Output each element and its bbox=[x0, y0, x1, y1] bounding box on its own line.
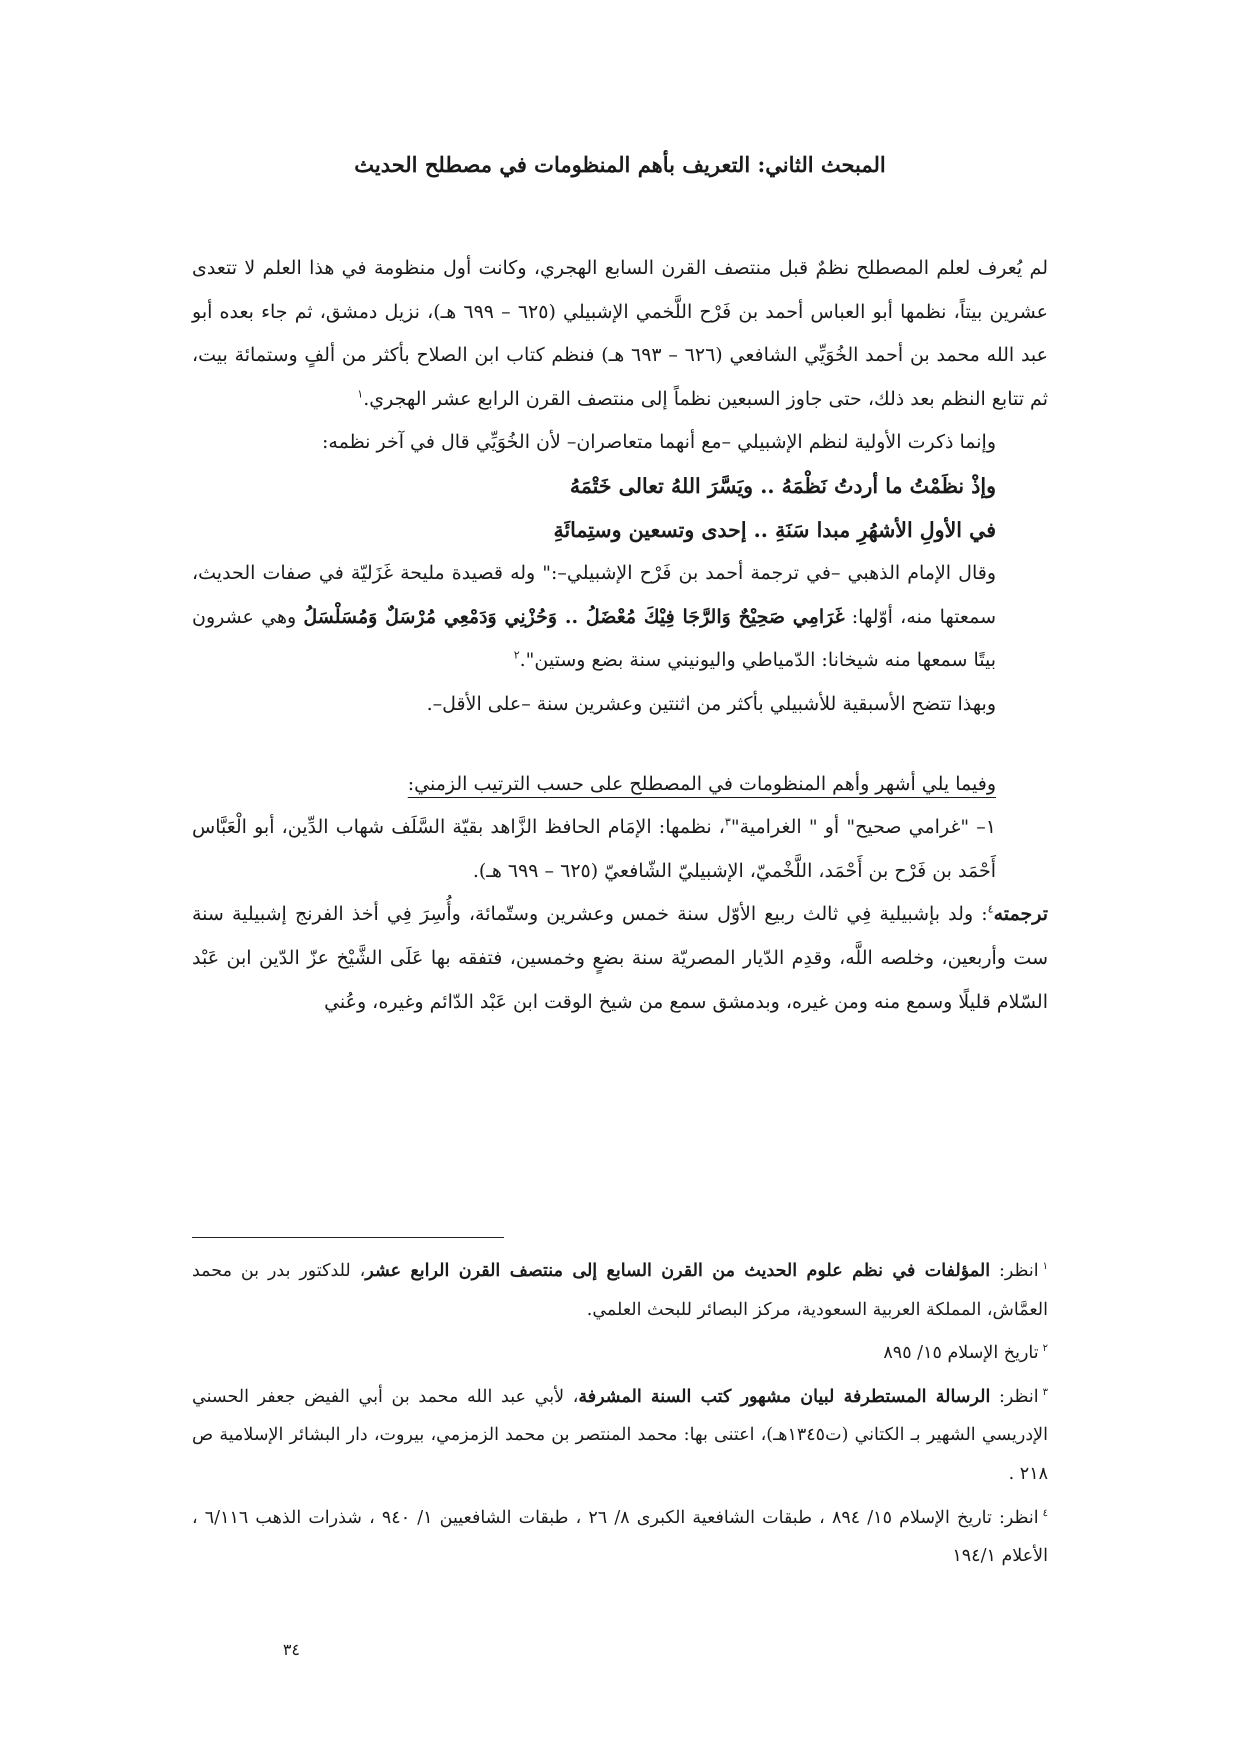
bio-text: : ولد بإشبيلية فِي ثالث ربيع الأوّل سنة خمس وعشرين وستّمائة، وأُسِرَ فِي أخذ الفرنج إشبيلية سنة ست وأربعين، وخلصه اللَّه، وقدِم الدّيار المصريّة سنة بضعٍ وخمسين، فتفقه بها عَلَى الشَّيْخ عزّ الدّين ابن عَبْد السّلام قليلًا وسمع منه ومن غيره، وبدمشق سمع من شيخ الوقت ابن عَبْد الدّائم وغيره، وعُني bbox=[192, 903, 1048, 1013]
footnote-1-number: ١ bbox=[1042, 1261, 1048, 1273]
footnote-ref-3[interactable]: ٣ bbox=[724, 815, 731, 829]
main-body bbox=[192, 247, 1048, 1024]
dhahabi-text-start: وقال الإمام الذهبي –في ترجمة أحمد بن فَرْح الإشبيلي–:" وله قصيدة مليحة غَزَليّة في صفات الحديث، سمعتها منه، أوّلها: bbox=[192, 562, 996, 628]
footnote-1-prefix: انظر: bbox=[990, 1261, 1039, 1281]
page-number: ٣٤ bbox=[282, 1640, 300, 1659]
item1-title: ١– "غرامي صحيح" أو " الغرامية" bbox=[730, 816, 997, 839]
footnote-3 bbox=[192, 1378, 1048, 1494]
footnote-2-text: تاريخ الإسلام ١٥/ ٨٩٥ bbox=[883, 1343, 1039, 1364]
footnote-4-text: انظر: تاريخ الإسلام ١٥/ ٨٩٤ ، طبقات الشافعية الكبرى ٨/ ٢٦ ، طبقات الشافعيين ١/ ٩٤٠ ، شذرات الذهب ٦/١١٦ ، الأعلام ١٩٤/١ bbox=[192, 1507, 1048, 1567]
footnote-1-book-title: المؤلفات في نظم علوم الحديث من القرن السابع إلى منتصف القرن الرابع عشر bbox=[365, 1261, 991, 1281]
footnote-1-text: ، للدكتور بدر بن محمد العمَّاش، المملكة العربية السعودية، مركز البصائر للبحث العلمي. bbox=[192, 1261, 1048, 1320]
footnote-2-number: ٢ bbox=[1042, 1343, 1048, 1355]
dhahabi-text-end: وهي عشرون بيتًا سمعها منه شيخانا: الدّمياطي واليونيني سنة بضع وستين". bbox=[192, 605, 996, 672]
intro-paragraph bbox=[192, 247, 1048, 421]
spacer bbox=[192, 727, 1048, 763]
section-title: المبحث الثاني: التعريف بأهم المنظومات في مصطلح الحديث bbox=[354, 152, 886, 177]
footnote-3-text: ، لأبي عبد الله محمد بن أبي الفيض جعفر الحسني الإدريسي الشهير بـ الكتاني (ت١٣٤٥هـ)، اعتنى بها: محمد المنتصر بن محمد الزمزمي، بيروت، دار البشائر الإسلامية ص ٢١٨ . bbox=[192, 1386, 1048, 1484]
list-heading-text: وفيما يلي أشهر وأهم المنظومات في المصطلح على حسب الترتيب الزمني: bbox=[407, 772, 996, 795]
footnote-ref-4[interactable]: ٤ bbox=[987, 902, 994, 916]
list-item-1 bbox=[192, 806, 1048, 893]
footnote-ref-1[interactable]: ١ bbox=[357, 387, 364, 401]
paragraph-precedence: وبهذا تتضح الأسبقية للأشبيلي بأكثر من اثنتين وعشرين سنة –على الأقل–. bbox=[426, 692, 996, 715]
footnote-ref-2[interactable]: ٢ bbox=[513, 649, 520, 663]
ghazal-opening-verse: غَرَامِي صَحِيْحٌ وَالرَّجَا فِيْكَ مُعْضَلُ .. وَحُزْنِي وَدَمْعِي مُرْسَلٌ وَمُسَلْسَلُ bbox=[303, 605, 845, 628]
item1-text: ، نظمها: الإمَام الحافظ الزَّاهد بقيّة السَّلَف شهاب الدِّين، أبو الْعَبَّاس أَحْمَد بن فَرْح بن أَحْمَد، اللَّخْميّ، الإشبيليّ الشّافعيّ (٦٢٥ – ٦٩٩ هـ). bbox=[192, 816, 996, 882]
footnote-3-prefix: انظر: bbox=[990, 1386, 1039, 1407]
paragraph-khuwayyi: وإنما ذكرت الأولية لنظم الإشبيلي –مع أنهما متعاصران– لأن الخُوَيِّي قال في آخر نظمه: bbox=[322, 431, 996, 454]
footnote-1 bbox=[192, 1252, 1048, 1329]
verse-line-2: في الأولِ الأشهُرِ مبدا سَنَةِ .. إحدى وتسعين وستِمائَةِ bbox=[553, 517, 996, 542]
intro-text: لم يُعرف لعلم المصطلح نظمٌ قبل منتصف القرن السابع الهجري، وكانت أول منظومة في هذا العلم لا تتعدى عشرين بيتاً، نظمها أبو العباس أحمد بن فَرْح اللَّخمي الإشبيلي (٦٢٥ – ٦٩٩ هـ)، نزيل دمشق، ثم جاء بعده أبو عبد الله محمد بن أحمد الخُوَيِّي الشافعي (٦٢٦ – ٦٩٣ هـ) فنظم كتاب ابن الصلاح بأكثر من ألفٍ وستمائة بيت، ثم تتابع النظم بعد ذلك، حتى جاوز السبعين نظماً إلى منتصف القرن الرابع عشر الهجري. bbox=[192, 257, 1048, 410]
biography-paragraph bbox=[192, 893, 1048, 1024]
verse-line-1: وإذْ نظَمْتُ ما أردتُ نَظْمَهُ .. ويَسَّرَ اللهُ تعالى خَتْمَهُ bbox=[569, 473, 996, 498]
footnote-separator bbox=[192, 1237, 504, 1238]
footnotes bbox=[192, 1252, 1048, 1581]
list-heading bbox=[192, 763, 1048, 807]
paragraph-dhahabi bbox=[192, 552, 1048, 683]
footnote-3-book-title: الرسالة المستطرفة لبيان مشهور كتب السنة المشرفة bbox=[578, 1386, 991, 1407]
bio-label: ترجمته bbox=[993, 903, 1048, 926]
footnote-4 bbox=[192, 1499, 1048, 1576]
footnote-4-number: ٤ bbox=[1042, 1507, 1048, 1519]
footnote-3-number: ٣ bbox=[1042, 1386, 1048, 1398]
footnote-2 bbox=[192, 1334, 1048, 1373]
